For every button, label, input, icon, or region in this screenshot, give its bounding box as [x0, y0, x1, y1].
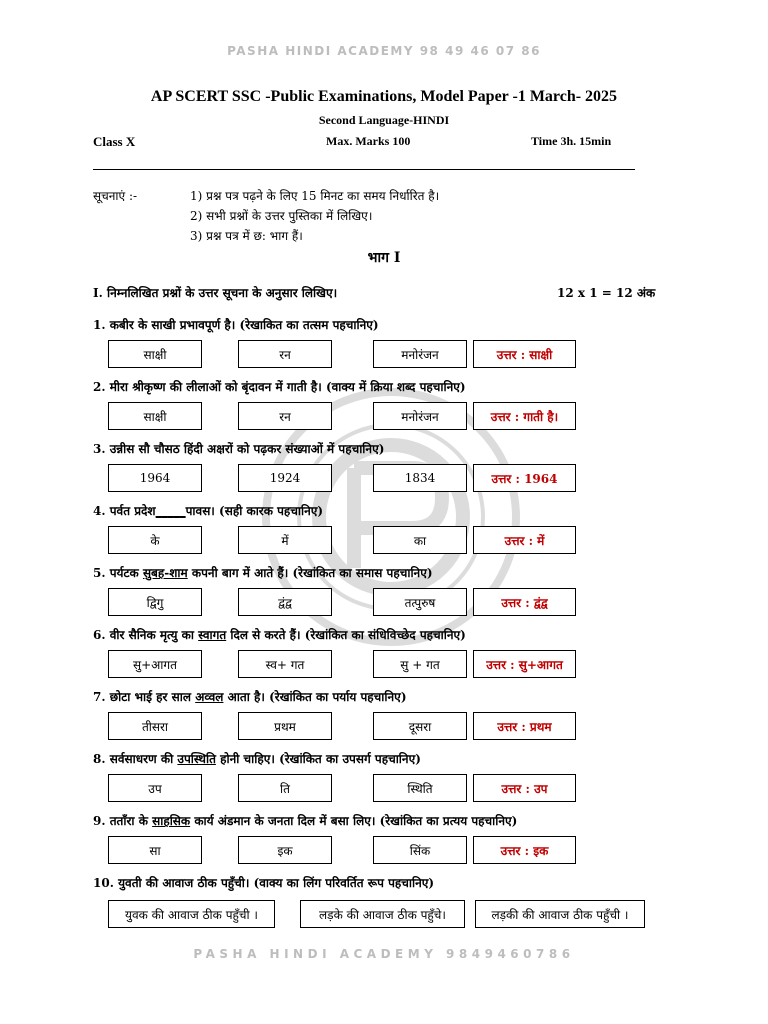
answer-box: उत्तर : 1964	[473, 464, 576, 492]
question-post: कार्य अंडमान के जनता दिल में बसा लिए। (रेखांकित का प्रत्यय पहचानिए)	[190, 814, 518, 828]
option-box: रन	[238, 340, 332, 368]
question-post: कपनी बाग में आते हैं। (रेखांकित का समास पहचानिए)	[187, 566, 433, 580]
option-box: सा	[108, 836, 202, 864]
question-text	[93, 316, 379, 333]
instruction-item: 1) प्रश्न पत्र पढ़ने के लिए 15 मिनट का समय निर्धारित है।	[190, 189, 440, 203]
option-box: सु+आगत	[108, 650, 202, 678]
answer-box: उत्तर : सु+आगत	[473, 650, 576, 678]
option-box: मनोरंजन	[373, 402, 467, 430]
option-box: साक्षी	[108, 340, 202, 368]
question-pre: पर्यटक	[109, 566, 143, 580]
question-text	[93, 812, 517, 829]
option-box: युवक की आवाज ठीक पहुँची ।	[108, 900, 275, 928]
question-number: 5.	[93, 566, 106, 580]
option-box: मनोरंजन	[373, 340, 467, 368]
option-box: 1964	[108, 464, 202, 492]
bottom-watermark-text: PASHA HINDI ACADEMY 9849460786	[193, 947, 575, 961]
option-box: द्वंद्व	[238, 588, 332, 616]
answer-box: उत्तर : में	[473, 526, 576, 554]
time-allowed: Time 3h. 15min	[531, 134, 612, 148]
option-box: लड़के की आवाज ठीक पहुँचे।	[300, 900, 465, 928]
question-number: 3.	[93, 442, 106, 456]
answer-box: उत्तर : प्रथम	[473, 712, 576, 740]
header-divider	[93, 169, 635, 170]
question-number: 7.	[93, 690, 106, 704]
class-label: Class X	[93, 134, 136, 149]
question-text	[93, 378, 466, 395]
option-box: ति	[238, 774, 332, 802]
option-box: दूसरा	[373, 712, 467, 740]
max-marks: Max. Marks 100	[326, 134, 411, 148]
question-number: 6.	[93, 628, 106, 642]
option-box: प्रथम	[238, 712, 332, 740]
question-number: 2.	[93, 380, 106, 394]
question-number: 8.	[93, 752, 106, 766]
question-number: 4.	[93, 504, 106, 518]
option-box: उप	[108, 774, 202, 802]
question-pre: कबीर के साखी	[109, 318, 176, 332]
question-number: 10.	[93, 876, 114, 890]
question-underlined: सुबह-शाम	[142, 566, 188, 580]
option-box: रन	[238, 402, 332, 430]
option-box: सु + गत	[373, 650, 467, 678]
question-text	[93, 564, 433, 581]
page-subtitle: Second Language-HINDI	[318, 113, 450, 127]
option-box: द्विगु	[108, 588, 202, 616]
question-text	[93, 440, 384, 457]
question-pre: युवती की आवाज ठीक पहुँची। (वाक्य का लिंग परिवर्तित रूप पहचानिए)	[118, 876, 435, 890]
question-underlined: _____	[155, 504, 186, 518]
option-box: साक्षी	[108, 402, 202, 430]
question-post: आता है। (रेखांकित का पर्याय पहचानिए)	[223, 690, 407, 704]
question-underlined: साहसिक	[152, 814, 191, 828]
question-pre: मीरा श्रीकृष्ण की लीलाओं को बृंदावन में गाती है। (वाक्य में क्रिया शब्द पहचानिए)	[109, 380, 466, 394]
option-box: तीसरा	[108, 712, 202, 740]
option-box: 1834	[373, 464, 467, 492]
question-underlined: उपस्थिति	[177, 752, 216, 766]
option-box: का	[373, 526, 467, 554]
question-pre: तताँरा के	[109, 814, 153, 828]
answer-box: उत्तर : साक्षी	[473, 340, 576, 368]
page-title: AP SCERT SSC -Public Examinations, Model Paper -1 March- 2025	[150, 88, 618, 105]
question-underlined: अव्वल	[195, 690, 224, 704]
option-box: इक	[238, 836, 332, 864]
option-box: तत्पुरुष	[373, 588, 467, 616]
option-box: सिंक	[373, 836, 467, 864]
question-text	[93, 688, 407, 705]
option-box: लड़की की आवाज ठीक पहुँची ।	[475, 900, 645, 928]
option-box: में	[238, 526, 332, 554]
question-number: 9.	[93, 814, 106, 828]
question-post: प्रभावपूर्ण है। (रेखाकित का तत्सम पहचानिए)	[175, 318, 379, 332]
instruction-item: 2) सभी प्रश्नों के उत्तर पुस्तिका में लिखिए।	[190, 209, 373, 223]
answer-box: उत्तर : द्वंद्व	[473, 588, 576, 616]
question-text	[93, 874, 434, 891]
instructions-label: सूचनाएं :-	[93, 189, 138, 203]
answer-box: उत्तर : गाती है।	[473, 402, 576, 430]
question-underlined: स्वागत	[198, 628, 227, 642]
question-pre: सर्वसाधरण की	[109, 752, 178, 766]
option-box: स्व+ गत	[238, 650, 332, 678]
question-text	[93, 626, 466, 643]
option-box: के	[108, 526, 202, 554]
question-pre: उन्नीस सौ चौसठ हिंदी अक्षरों को पढ़कर संख्याओं में पहचानिए)	[109, 442, 385, 456]
answer-box: उत्तर : इक	[473, 836, 576, 864]
question-post: पावस। (सही कारक पहचानिए)	[185, 504, 324, 518]
part-heading: भाग I	[367, 250, 401, 266]
question-post: दिल से करते हैं। (रेखांकित का संधिविच्छेद पहचानिए)	[226, 628, 466, 642]
question-pre: वीर सैनिक मृत्यु का	[109, 628, 199, 642]
question-pre: पर्वत प्रदेश	[109, 504, 156, 518]
question-post: होनी चाहिए। (रेखांकित का उपसर्ग पहचानिए)	[215, 752, 421, 766]
section-title: I. निम्नलिखित प्रश्नों के उत्तर सूचना के अनुसार लिखिए।	[93, 286, 338, 300]
answer-box: उत्तर : उप	[473, 774, 576, 802]
question-number: 1.	[93, 318, 106, 332]
section-marks: 12 x 1 = 12 अंक	[557, 286, 656, 300]
option-box: 1924	[238, 464, 332, 492]
instruction-item: 3) प्रश्न पत्र में छ: भाग हैं।	[190, 229, 303, 243]
top-watermark-text: PASHA HINDI ACADEMY 98 49 46 07 86	[227, 44, 541, 58]
option-box: स्थिति	[373, 774, 467, 802]
question-pre: छोटा भाई हर साल	[109, 690, 196, 704]
question-text	[93, 502, 323, 519]
question-text	[93, 750, 421, 767]
